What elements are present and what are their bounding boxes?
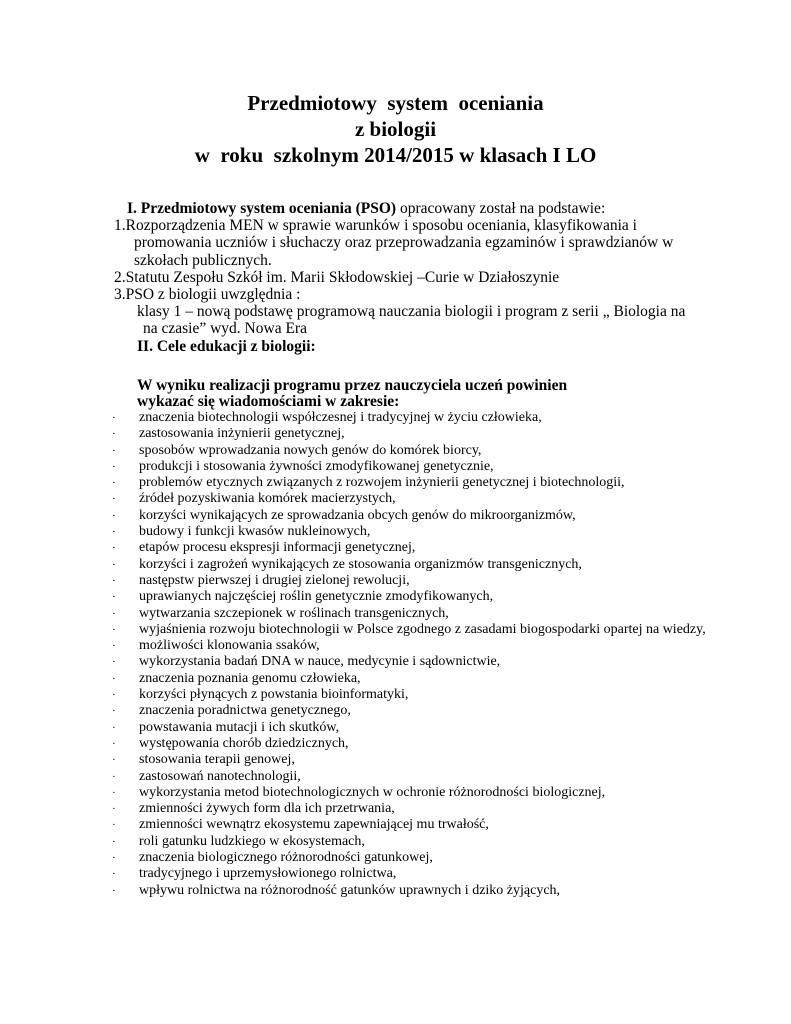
knowledge-item: [112, 769, 707, 785]
section-1-heading-rest: opracowany został na podstawie:: [396, 200, 606, 217]
knowledge-item-text: wpływu rolnictwa na różnorodność gatunków uprawnych i dziko żyjących,: [139, 882, 561, 898]
knowledge-item-text: wykorzystania metod biotechnologicznych w ochronie różnorodności biologicznej,: [139, 784, 606, 800]
bullet-icon: ·: [112, 721, 116, 734]
knowledge-item: [112, 736, 707, 752]
bullet-icon: ·: [112, 835, 116, 848]
bullet-icon: ·: [112, 640, 116, 653]
basis-item-2: 2.Statutu Zespołu Szkół im. Marii Skłodowskiej –Curie w Działoszynie: [114, 268, 560, 286]
knowledge-item-text: budowy i funkcji kwasów nukleinowych,: [139, 524, 371, 540]
knowledge-item-text: znaczenia poznania genomu człowieka,: [139, 670, 361, 686]
basis-item-3-cont-b: na czasie” wyd. Nowa Era: [143, 320, 307, 338]
knowledge-item-text: roli gatunku ludzkiego w ekosystemach,: [139, 833, 365, 849]
basis-item-1-cont-b: szkołach publicznych.: [134, 251, 272, 269]
bullet-icon: ·: [112, 770, 116, 783]
bullet-icon: ·: [112, 412, 116, 424]
knowledge-item-text: zmienności żywych form dla ich przetrwania,: [139, 801, 395, 817]
knowledge-item-text: znaczenia biotechnologii współczesnej i tradycyjnej w życiu człowieka,: [139, 410, 542, 425]
bullet-icon: ·: [112, 542, 116, 555]
section-2-heading: II. Cele edukacji z biologii:: [137, 337, 316, 355]
knowledge-item-text: znaczenia poradnictwa genetycznego,: [139, 703, 351, 719]
knowledge-item: [112, 426, 707, 442]
bullet-icon: ·: [112, 786, 116, 799]
knowledge-item: [112, 573, 707, 589]
knowledge-item-text: występowania chorób dziedzicznych,: [139, 735, 349, 751]
knowledge-item: [112, 491, 707, 507]
knowledge-item: [112, 687, 707, 703]
bullet-icon: ·: [112, 607, 116, 620]
knowledge-item-text: zastosowania inżynierii genetycznej,: [139, 426, 345, 442]
knowledge-item: [112, 589, 707, 605]
bullet-icon: ·: [112, 428, 116, 441]
bullet-icon: ·: [112, 656, 116, 669]
bullet-icon: ·: [112, 477, 116, 490]
knowledge-item-text: znaczenia biologicznego różnorodności gatunkowej,: [139, 850, 433, 866]
knowledge-item: [112, 540, 707, 556]
bullet-icon: ·: [112, 689, 116, 702]
knowledge-item: [112, 443, 707, 459]
knowledge-item-text: wyjaśnienia rozwoju biotechnologii w Polsce zgodnego z zasadami biogospodarki opartej na wiedzy,: [139, 621, 706, 637]
knowledge-item: [112, 524, 707, 540]
bullet-icon: ·: [112, 754, 116, 767]
knowledge-item-text: zastosowań nanotechnologii,: [139, 768, 301, 784]
knowledge-item: [112, 622, 707, 638]
bullet-icon: ·: [112, 591, 116, 604]
knowledge-item: [112, 817, 707, 833]
section-1-heading: [114, 200, 714, 217]
basis-item-1: 1.Rozporządzenia MEN w sprawie warunków i sposobu oceniania, klasyfikowania i: [114, 217, 637, 235]
knowledge-item-text: źródeł pozyskiwania komórek macierzystych,: [139, 491, 396, 507]
bullet-icon: ·: [112, 460, 116, 473]
knowledge-item: [112, 459, 707, 475]
section-1-heading-bold: I. Przedmiotowy system oceniania (PSO): [127, 200, 397, 217]
knowledge-item-text: stosowania terapii genowej,: [139, 752, 295, 768]
knowledge-item-text: tradycyjnego i uprzemysłowionego rolnictwa,: [139, 866, 397, 882]
knowledge-item: [112, 475, 707, 491]
bullet-icon: ·: [112, 868, 116, 881]
knowledge-item: [112, 557, 707, 573]
knowledge-item: [112, 606, 707, 622]
knowledge-list: [112, 410, 707, 899]
knowledge-item: [112, 785, 707, 801]
bullet-icon: ·: [112, 574, 116, 587]
knowledge-item-text: korzyści wynikających ze sprowadzania obcych genów do mikroorganizmów,: [139, 507, 576, 523]
bullet-icon: ·: [112, 672, 116, 685]
bullet-icon: ·: [112, 509, 116, 522]
knowledge-item-text: produkcji i stosowania żywności zmodyfikowanej genetycznie,: [139, 458, 494, 474]
knowledge-item-text: następstw pierwszej i drugiej zielonej rewolucji,: [139, 572, 410, 588]
bullet-icon: ·: [112, 819, 116, 832]
bullet-icon: ·: [112, 737, 116, 750]
knowledge-item-text: sposobów wprowadzania nowych genów do komórek biorcy,: [139, 442, 482, 458]
bullet-icon: ·: [112, 526, 116, 539]
bullet-icon: ·: [112, 803, 116, 816]
knowledge-item-text: wytwarzania szczepionek w roślinach transgenicznych,: [139, 605, 449, 621]
knowledge-item: [112, 654, 707, 670]
document-title: [0, 90, 791, 168]
knowledge-item: [112, 671, 707, 687]
goals-intro: [137, 378, 567, 410]
knowledge-item-text: korzyści i zagrożeń wynikających ze stosowania organizmów transgenicznych,: [139, 556, 582, 572]
knowledge-item: [112, 883, 707, 899]
knowledge-item-text: etapów procesu ekspresji informacji genetycznej,: [139, 540, 416, 556]
goals-line-1: W wyniku realizacji programu przez nauczyciela uczeń powinien: [137, 377, 568, 394]
knowledge-item-text: wykorzystania badań DNA w nauce, medycynie i sądownictwie,: [139, 654, 501, 670]
knowledge-item-text: korzyści płynących z powstania bioinformatyki,: [139, 687, 409, 703]
knowledge-item: [112, 801, 707, 817]
bullet-icon: ·: [112, 493, 116, 506]
section-basis: [114, 200, 714, 355]
bullet-icon: ·: [112, 884, 116, 897]
knowledge-item-text: problemów etycznych związanych z rozwojem inżynierii genetycznej i biotechnologii,: [139, 475, 625, 491]
bullet-icon: ·: [112, 558, 116, 571]
title-line-1: Przedmiotowy system oceniania: [247, 91, 544, 115]
knowledge-item: [112, 850, 707, 866]
bullet-icon: ·: [112, 852, 116, 865]
knowledge-item: [112, 638, 707, 654]
goals-line-2: wykazać się wiadomościami w zakresie:: [137, 393, 400, 410]
knowledge-item: [112, 410, 707, 426]
basis-item-3: 3.PSO z biologii uwzględnia :: [114, 286, 301, 304]
knowledge-item-text: możliwości klonowania ssaków,: [139, 638, 320, 654]
knowledge-item: [112, 834, 707, 850]
basis-item-1-cont-a: promowania uczniów i słuchaczy oraz przeprowadzania egzaminów i sprawdzianów w: [134, 234, 674, 252]
bullet-icon: ·: [112, 705, 116, 718]
title-line-3: w roku szkolnym 2014/2015 w klasach I LO: [194, 143, 597, 167]
knowledge-item: [112, 508, 707, 524]
knowledge-item: [112, 703, 707, 719]
bullet-icon: ·: [112, 444, 116, 457]
knowledge-item: [112, 752, 707, 768]
basis-item-3-cont-a: klasy 1 – nową podstawę programową nauczania biologii i program z serii „ Biologia na: [137, 303, 686, 321]
bullet-icon: ·: [112, 623, 116, 636]
knowledge-item: [112, 866, 707, 882]
knowledge-item-text: zmienności wewnątrz ekosystemu zapewniającej mu trwałość,: [139, 817, 489, 833]
knowledge-item-text: uprawianych najczęściej roślin genetycznie zmodyfikowanych,: [139, 589, 494, 605]
knowledge-item: [112, 720, 707, 736]
title-line-2: z biologii: [354, 117, 437, 141]
knowledge-item-text: powstawania mutacji i ich skutków,: [139, 719, 340, 735]
